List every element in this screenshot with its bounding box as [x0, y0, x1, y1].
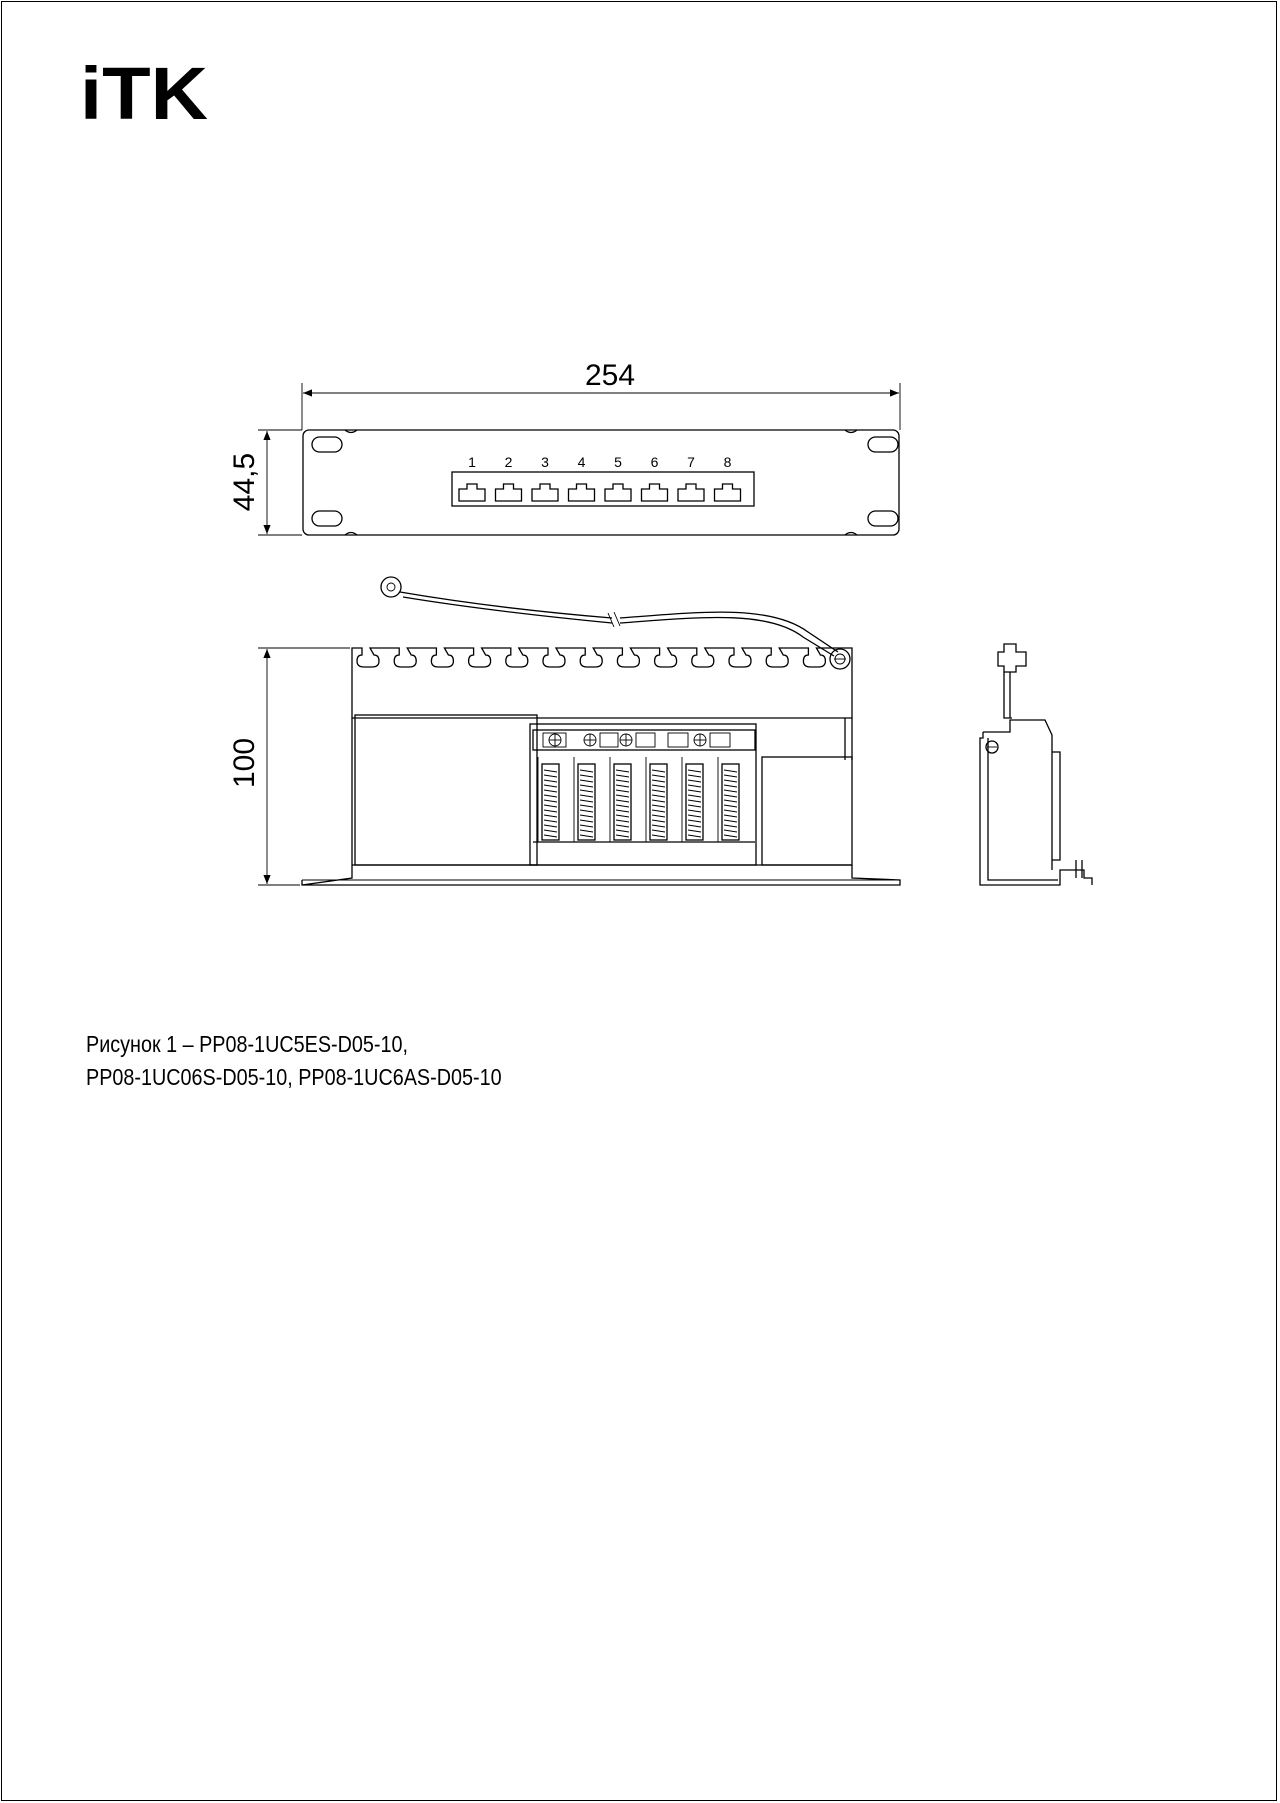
screw-icon: [584, 734, 596, 746]
side-view: [980, 644, 1092, 885]
port-number-label: 5: [614, 454, 622, 470]
front-view: [228, 359, 900, 535]
caption-line-1: Рисунок 1 – PP08-1UC5ES-D05-10,: [86, 1031, 408, 1057]
port-number-label: 7: [687, 454, 695, 470]
grounding-lug: [381, 577, 401, 597]
housing-right: [762, 757, 852, 865]
front-panel: [303, 430, 899, 535]
port-number-label: 2: [504, 454, 513, 470]
depth-dimension-label: 100: [228, 737, 261, 789]
caption-line-2: PP08-1UC06S-D05-10, PP08-1UC6AS-D05-10: [86, 1064, 502, 1090]
port-number-label: 1: [468, 454, 476, 470]
mounting-slot: [868, 437, 898, 452]
idc-module: [682, 757, 703, 842]
screw-icon: [694, 734, 706, 746]
mounting-slot: [312, 511, 342, 526]
screw-icon: [620, 734, 632, 746]
idc-module: [718, 757, 739, 842]
mounting-slot: [312, 437, 342, 452]
port-number-label: 4: [577, 454, 586, 470]
bottom-view: [228, 577, 900, 885]
figure-caption: [86, 1028, 502, 1094]
port-number-label: 8: [723, 454, 732, 470]
idc-module: [574, 757, 595, 842]
cable-management-comb: [352, 648, 852, 672]
port-number-label: 6: [650, 454, 659, 470]
rj45-port: [605, 484, 631, 501]
rj45-port: [496, 484, 522, 501]
mounting-slot: [868, 511, 898, 526]
housing-left: [355, 715, 537, 865]
port-number-label: 3: [541, 454, 549, 470]
itk-logo: iTK: [80, 52, 208, 135]
rj45-port: [459, 484, 485, 501]
idc-module: [646, 757, 667, 842]
rj45-port: [532, 484, 558, 501]
width-dimension-label: 254: [584, 359, 636, 392]
idc-module: [538, 757, 559, 842]
rj45-port: [715, 484, 741, 501]
rj45-port: [569, 484, 595, 501]
screw-icon: [549, 734, 561, 746]
height-dimension-label: 44,5: [228, 452, 261, 512]
rj45-port: [642, 484, 668, 501]
base-plate: [302, 865, 900, 885]
idc-module: [610, 757, 631, 842]
rj45-port: [678, 484, 704, 501]
